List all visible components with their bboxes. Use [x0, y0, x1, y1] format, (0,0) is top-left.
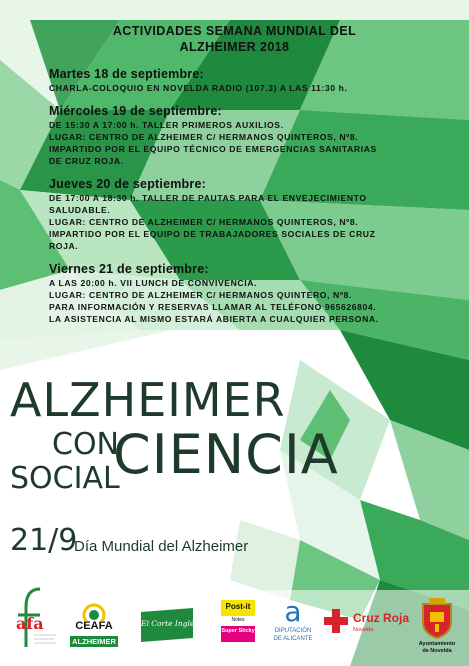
coat-of-arms-icon — [415, 598, 459, 640]
date-number: 21/9 — [10, 523, 78, 558]
header-title-line1: ACTIVIDADES SEMANA MUNDIAL DEL — [112, 24, 357, 38]
ceafa-logo — [66, 603, 122, 649]
event-line: SALUDABLE. — [49, 205, 111, 215]
ceafa-text: CEAFA — [75, 620, 113, 632]
event-day-wednesday: Miércoles 19 de septiembre: — [49, 104, 222, 118]
diputacion-line2: DE ALICANTE — [273, 636, 313, 642]
slogan-alzheimer: ALZHEIMER — [10, 373, 286, 427]
event-day-tuesday: Martes 18 de septiembre: — [49, 67, 204, 81]
event-line: A LAS 20:00 h. VII LUNCH DE CONVIVENCIA. — [49, 278, 257, 288]
cruz-roja-logo — [323, 608, 409, 638]
svg-text:afa: afa — [16, 614, 44, 633]
event-line: LUGAR: CENTRO DE ALZHEIMER C/ HERMANOS QUINTEROS, Nº8. — [49, 132, 359, 142]
corte-ingles-logo — [137, 608, 197, 642]
red-cross-icon — [323, 608, 349, 634]
afa-logo — [10, 585, 60, 655]
event-line: LA ASISTENCIA AL MISMO ESTARÁ ABIERTA A CUALQUIER PERSONA. — [49, 314, 379, 324]
diputacion-line1: DIPUTACIÓN — [274, 628, 312, 634]
ayuntamiento-line1: Ayuntamiento — [418, 641, 456, 647]
ayuntamiento-line2: de Novelda — [422, 648, 452, 654]
event-line: CHARLA-COLOQUIO EN NOVELDA RADIO (107.3) A LAS 11:30 h. — [49, 83, 348, 93]
event-day-thursday: Jueves 20 de septiembre: — [49, 177, 206, 191]
slogan-ciencia: CIENCIA — [113, 423, 339, 486]
event-line: LUGAR: CENTRO DE ALZHEIMER C/ HERMANOS QUINTEROS, Nº8. — [49, 217, 359, 227]
header-title-line2: ALZHEIMER 2018 — [179, 40, 290, 54]
slogan-con: CON — [52, 427, 120, 462]
event-line: LUGAR: CENTRO DE ALZHEIMER C/ HERMANOS QUINTERO, Nº8. — [49, 290, 352, 300]
event-line: IMPARTIDO POR EL EQUIPO TÉCNICO DE EMERGENCIAS SANITARIAS — [49, 144, 377, 154]
cruz-roja-sub: Novelda — [353, 627, 374, 633]
date-text: Día Mundial del Alzheimer — [74, 538, 249, 555]
corte-ingles-text: El Corte Inglés — [141, 619, 199, 628]
event-line: IMPARTIDO POR EL EQUIPO DE TRABAJADORES SOCIALES DE CRUZ — [49, 229, 376, 239]
event-line: DE 15:30 A 17:00 h. TALLER PRIMEROS AUXILIOS. — [49, 120, 284, 130]
ceafa-alzheimer-text: ALZHEIMER — [72, 637, 116, 646]
ayuntamiento-logo — [415, 598, 459, 660]
diputacion-logo — [268, 595, 318, 647]
event-line: PARA INFORMACIÓN Y RESERVAS LLAMAR AL TELÉFONO 965626804. — [49, 302, 377, 312]
postit-logo — [218, 600, 258, 644]
postit-notes-text: Notes — [231, 617, 245, 623]
cruz-roja-text: Cruz Roja — [353, 611, 410, 625]
postit-super-sticky-text: Super Sticky — [221, 628, 255, 634]
event-day-friday: Viernes 21 de septiembre: — [49, 262, 209, 276]
event-line: ROJA. — [49, 241, 79, 251]
event-line: DE CRUZ ROJA. — [49, 156, 124, 166]
svg-text:a: a — [284, 595, 302, 627]
postit-text: Post-it — [225, 602, 251, 611]
slogan-social: SOCIAL — [10, 461, 120, 496]
event-line: DE 17:00 A 18:30 h. TALLER DE PAUTAS PARA EL ENVEJECIMIENTO — [49, 193, 367, 203]
